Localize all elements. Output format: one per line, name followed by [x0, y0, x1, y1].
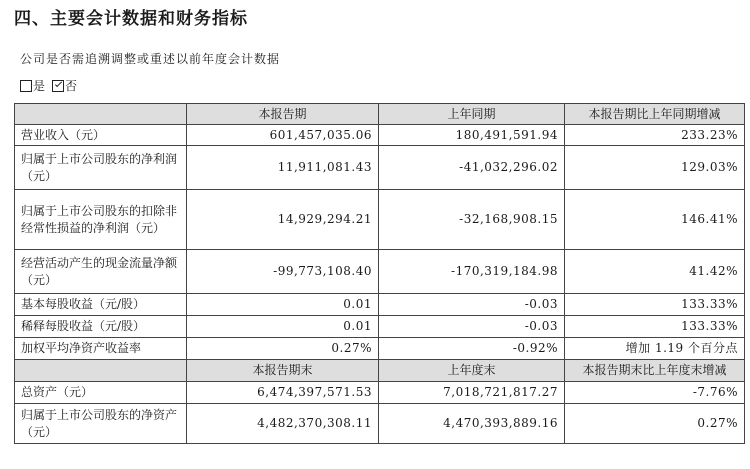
restatement-question: 公司是否需追溯调整或重述以前年度会计数据	[20, 52, 281, 66]
yes-checkbox[interactable]	[20, 80, 32, 92]
table-row	[15, 316, 745, 338]
row-prior: 7,018,721,817.27	[379, 382, 565, 404]
table-row	[15, 125, 745, 146]
header-cell-label	[15, 360, 187, 382]
table-header-row-period-end	[15, 360, 745, 382]
header-cell-prior: 上年同期	[379, 104, 565, 125]
table-row	[15, 190, 745, 250]
row-current: 11,911,081.43	[187, 146, 379, 190]
section-title: 四、主要会计数据和财务指标	[14, 9, 248, 29]
row-prior: -0.03	[379, 316, 565, 338]
row-label: 稀释每股收益（元/股）	[15, 316, 187, 338]
row-change: 133.33%	[565, 294, 745, 316]
row-prior: -41,032,296.02	[379, 146, 565, 190]
header-cell-prior: 上年度末	[379, 360, 565, 382]
row-prior: -0.03	[379, 294, 565, 316]
row-change: -7.76%	[565, 382, 745, 404]
row-change: 0.27%	[565, 404, 745, 444]
header-cell-change: 本报告期比上年同期增减	[565, 104, 745, 125]
table-row	[15, 404, 745, 444]
row-prior: 4,470,393,889.16	[379, 404, 565, 444]
row-current: 601,457,035.06	[187, 125, 379, 146]
row-current: 4,482,370,308.11	[187, 404, 379, 444]
no-checkbox-checked[interactable]	[52, 80, 64, 92]
row-prior: -170,319,184.98	[379, 250, 565, 294]
row-change: 133.33%	[565, 316, 745, 338]
table-row	[15, 146, 745, 190]
row-label: 营业收入（元）	[15, 125, 187, 146]
restatement-answer	[20, 77, 84, 94]
row-change: 增加 1.19 个百分点	[565, 338, 745, 360]
row-label: 归属于上市公司股东的净利润（元）	[15, 146, 187, 190]
row-change: 129.03%	[565, 146, 745, 190]
header-cell-label	[15, 104, 187, 125]
row-change: 233.23%	[565, 125, 745, 146]
no-label: 否	[65, 79, 79, 93]
row-label: 归属于上市公司股东的扣除非经常性损益的净利润（元）	[15, 190, 187, 250]
table-row	[15, 250, 745, 294]
row-current: 14,929,294.21	[187, 190, 379, 250]
row-change: 146.41%	[565, 190, 745, 250]
table-row	[15, 382, 745, 404]
row-change: 41.42%	[565, 250, 745, 294]
table-row	[15, 294, 745, 316]
row-label: 归属于上市公司股东的净资产（元）	[15, 404, 187, 444]
row-current: 0.27%	[187, 338, 379, 360]
row-label: 总资产（元）	[15, 382, 187, 404]
row-prior: 180,491,591.94	[379, 125, 565, 146]
row-label: 基本每股收益（元/股）	[15, 294, 187, 316]
header-cell-current: 本报告期	[187, 104, 379, 125]
row-label: 经营活动产生的现金流量净额（元）	[15, 250, 187, 294]
row-prior: -32,168,908.15	[379, 190, 565, 250]
header-cell-change: 本报告期末比上年度末增减	[565, 360, 745, 382]
row-current: 6,474,397,571.53	[187, 382, 379, 404]
header-cell-current: 本报告期末	[187, 360, 379, 382]
financial-data-table	[14, 103, 745, 444]
row-prior: -0.92%	[379, 338, 565, 360]
row-current: 0.01	[187, 294, 379, 316]
table-row	[15, 338, 745, 360]
row-label: 加权平均净资产收益率	[15, 338, 187, 360]
table-header-row	[15, 104, 745, 125]
yes-label: 是	[33, 79, 47, 93]
row-current: 0.01	[187, 316, 379, 338]
row-current: -99,773,108.40	[187, 250, 379, 294]
